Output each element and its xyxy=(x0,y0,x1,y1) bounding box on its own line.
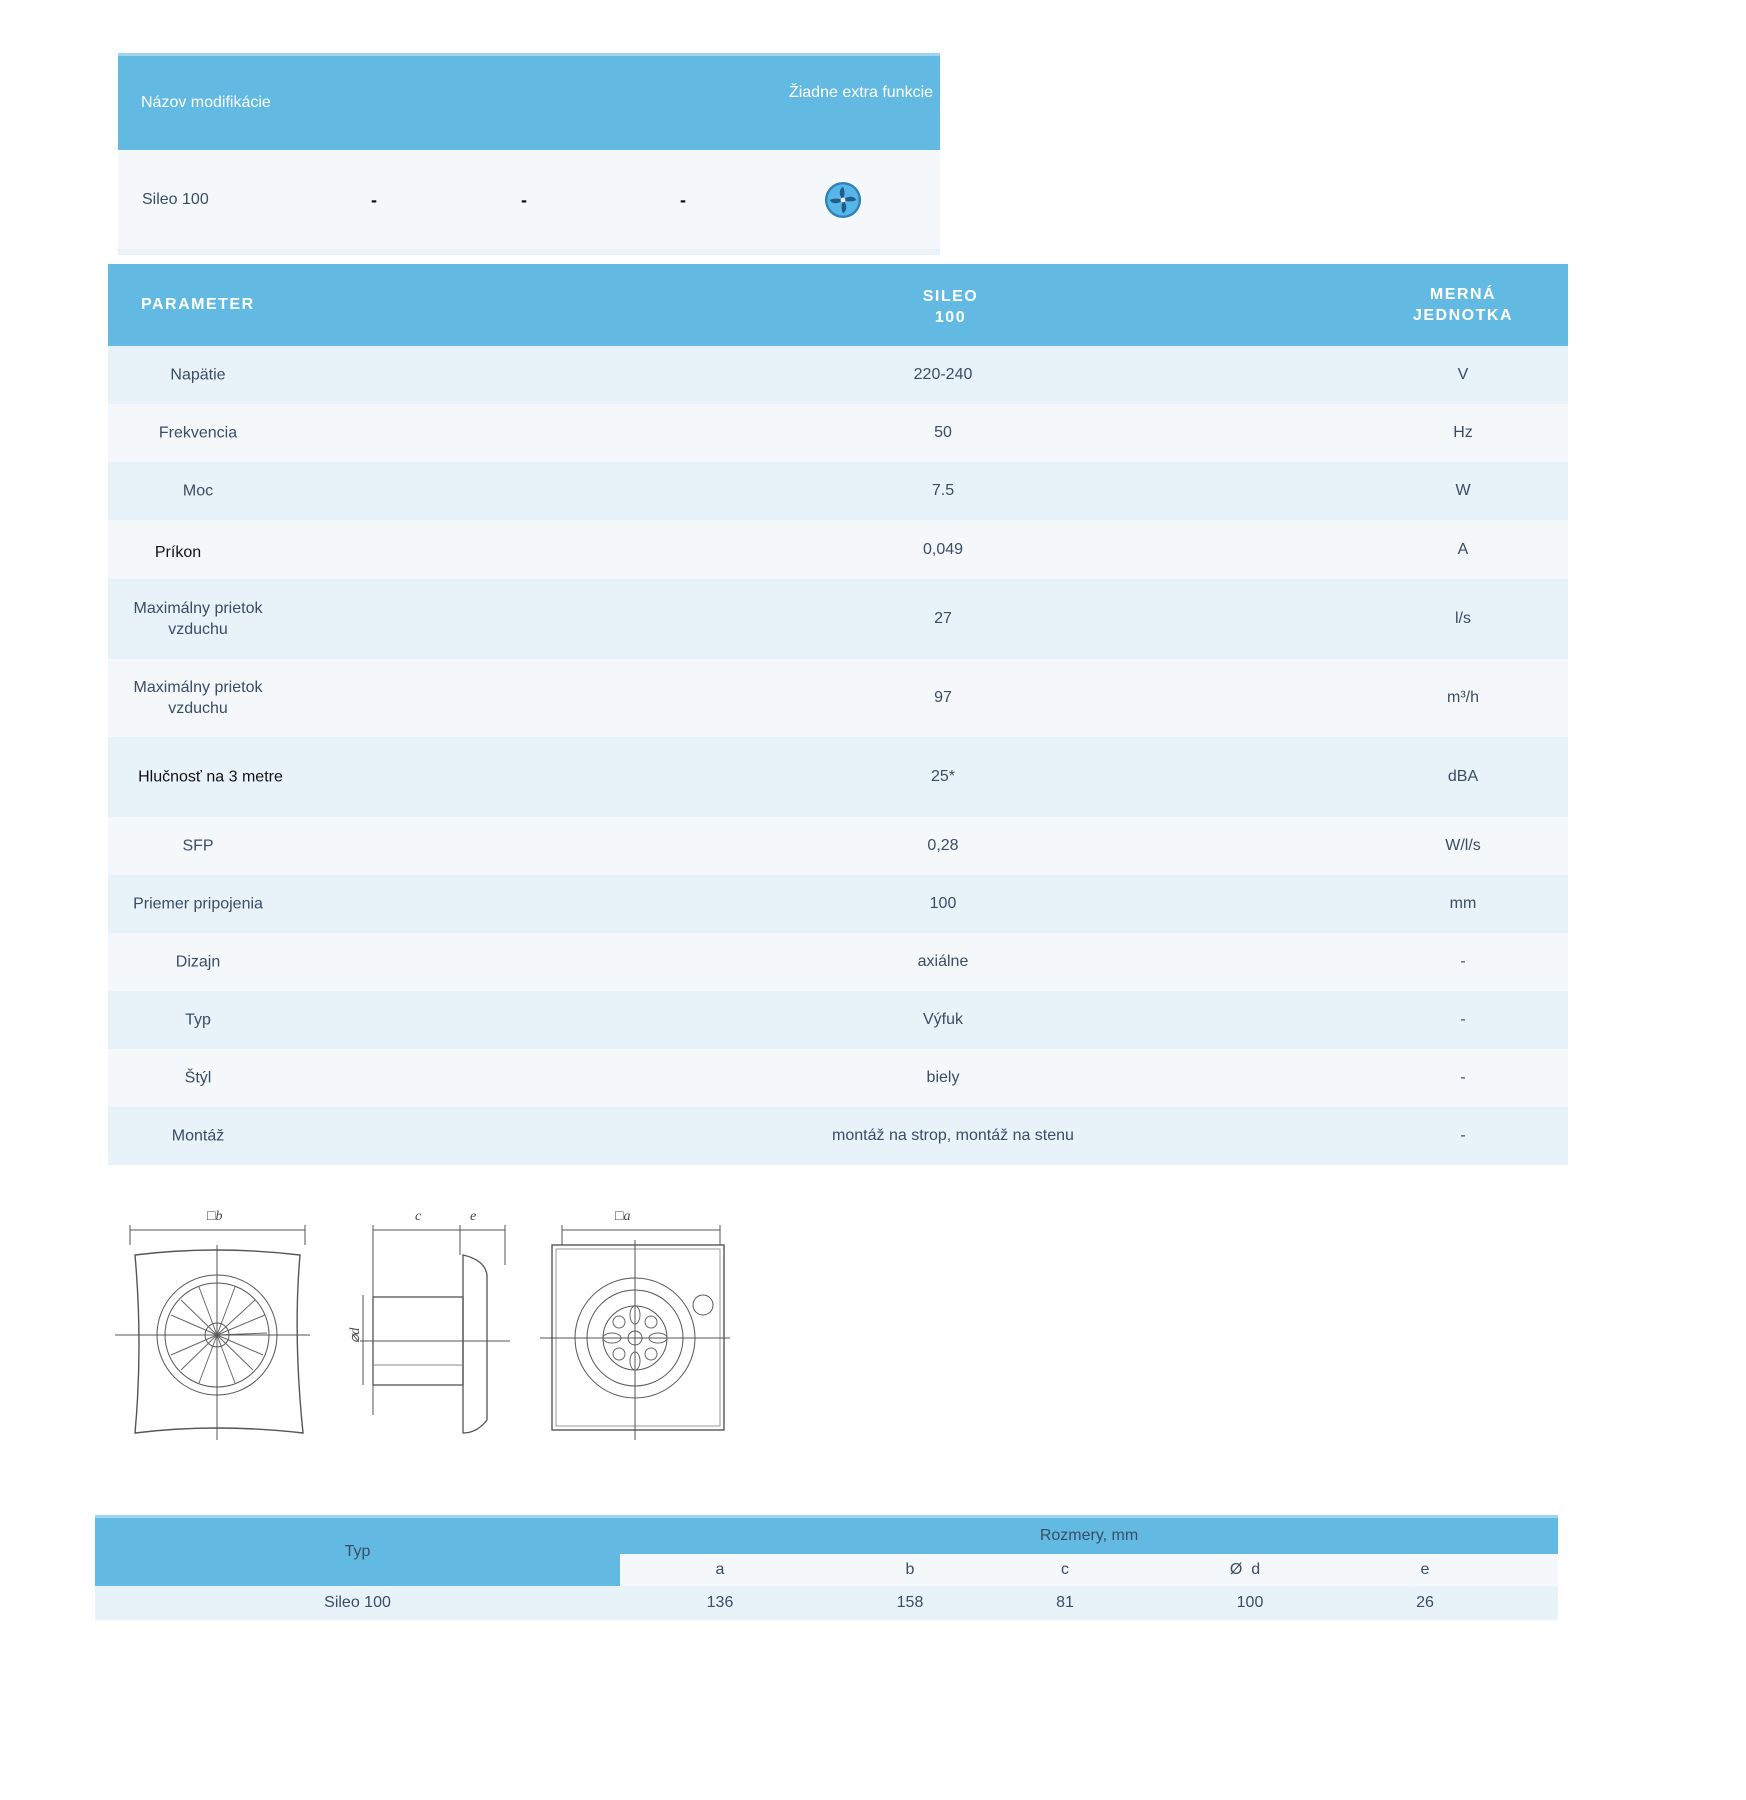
modification-table xyxy=(118,53,940,255)
dimension-value-a: 136 xyxy=(706,1594,734,1611)
parameter-table xyxy=(108,264,1568,1165)
parameter-value: 50 xyxy=(934,424,952,441)
parameter-row xyxy=(108,404,1568,462)
feature-dash: - xyxy=(371,190,377,210)
parameter-value: 0,049 xyxy=(922,540,964,558)
parameter-unit: - xyxy=(1460,1069,1466,1086)
fan-icon xyxy=(824,181,862,219)
parameter-name: Napätie xyxy=(170,366,226,384)
dimension-value-b: 158 xyxy=(896,1594,924,1611)
modification-table-header xyxy=(118,53,940,150)
parameter-row xyxy=(108,1049,1568,1107)
unit-header-line: MERNÁ xyxy=(1429,286,1497,303)
parameter-name: Štýl xyxy=(184,1069,212,1087)
parameter-name: Hlučnosť na 3 metre xyxy=(138,768,283,786)
unit-header-line: JEDNOTKA xyxy=(1412,307,1513,324)
dimension-column-e: e xyxy=(1420,1561,1430,1578)
model-header-line: SILEO xyxy=(922,288,979,305)
dimension-value-e: 26 xyxy=(1416,1594,1434,1611)
dimension-value-c: 81 xyxy=(1056,1594,1074,1611)
front-dimension-label: □b xyxy=(207,1209,223,1224)
parameter-row xyxy=(108,462,1568,520)
parameter-name: Príkon xyxy=(154,544,202,561)
parameter-unit: l/s xyxy=(1455,610,1471,627)
dimension-column-d: Ø d xyxy=(1229,1561,1261,1578)
dimensions-row xyxy=(95,1586,1558,1620)
parameter-value: montáž na strop, montáž na stenu xyxy=(832,1127,1074,1144)
parameter-row xyxy=(108,991,1568,1049)
parameter-name: Moc xyxy=(182,482,214,500)
model-column-header xyxy=(838,286,1063,328)
parameter-value: 220-240 xyxy=(913,366,973,383)
parameter-unit: m³/h xyxy=(1447,689,1479,706)
parameter-name: Maximálny prietok vzduchu xyxy=(133,679,263,717)
side-dimension-label-d: ⌀d xyxy=(348,1327,363,1343)
parameter-unit: W xyxy=(1455,482,1471,499)
modification-row xyxy=(118,150,940,255)
dimension-value-d: 100 xyxy=(1236,1594,1264,1611)
parameter-value: biely xyxy=(926,1069,960,1086)
parameter-unit: dBA xyxy=(1447,768,1479,785)
parameter-row xyxy=(108,579,1568,659)
back-dimension-label: □a xyxy=(615,1209,631,1224)
parameter-row xyxy=(108,817,1568,875)
parameter-unit: A xyxy=(1457,540,1469,558)
parameter-value: axiálne xyxy=(917,953,969,970)
feature-dash: - xyxy=(680,190,686,210)
parameter-name: Frekvencia xyxy=(158,424,238,442)
parameter-unit: - xyxy=(1460,1127,1466,1144)
parameter-unit: V xyxy=(1457,366,1469,383)
side-dimension-label-c: c xyxy=(415,1209,422,1224)
dimensions-header: Rozmery, mm xyxy=(620,1518,1558,1554)
unit-column-header xyxy=(1378,284,1548,326)
dimension-column-c: c xyxy=(1061,1561,1069,1578)
parameter-row xyxy=(108,875,1568,933)
parameter-value: 100 xyxy=(929,895,957,912)
dimension-column-b: b xyxy=(905,1561,915,1578)
parameter-table-header xyxy=(108,264,1568,346)
parameter-value: 27 xyxy=(934,610,952,627)
parameter-unit: - xyxy=(1460,953,1466,970)
parameter-name: Typ xyxy=(185,1011,211,1029)
no-extra-features-header: Žiadne extra funkcie xyxy=(788,84,934,101)
parameter-unit: W/l/s xyxy=(1445,837,1481,854)
parameter-unit: Hz xyxy=(1453,424,1473,441)
parameter-value: 97 xyxy=(934,689,952,706)
parameter-unit: - xyxy=(1460,1011,1466,1028)
parameter-name: Priemer pripojenia xyxy=(133,895,263,913)
parameter-rows xyxy=(108,346,1568,1165)
side-dimension-label-e: e xyxy=(470,1209,477,1224)
dimension-subheaders xyxy=(620,1554,1558,1586)
parameter-row xyxy=(108,737,1568,817)
parameter-unit: mm xyxy=(1449,895,1477,912)
parameter-row xyxy=(108,1107,1568,1165)
parameter-value: Výfuk xyxy=(922,1011,963,1028)
typ-column-header: Typ xyxy=(95,1518,620,1586)
modification-model-name: Sileo 100 xyxy=(142,191,209,208)
parameter-name: Maximálny prietok vzduchu xyxy=(133,600,263,638)
parameter-row xyxy=(108,659,1568,737)
side-view-drawing xyxy=(348,1209,510,1433)
parameter-name: Montáž xyxy=(171,1127,225,1145)
dimensions-table xyxy=(95,1515,1558,1620)
parameter-row xyxy=(108,520,1568,579)
dimensions-model-name: Sileo 100 xyxy=(324,1594,391,1611)
modification-name-header: Názov modifikácie xyxy=(141,94,271,111)
dimension-column-a: a xyxy=(715,1561,725,1578)
parameter-name: SFP xyxy=(182,837,214,855)
parameter-value: 7.5 xyxy=(931,482,955,499)
parameter-row xyxy=(108,346,1568,404)
dimension-drawings xyxy=(115,1205,740,1445)
front-view-drawing xyxy=(115,1209,310,1440)
parameter-column-header: PARAMETER xyxy=(141,296,255,313)
model-header-line: 100 xyxy=(934,309,967,326)
parameter-value: 25* xyxy=(930,768,956,785)
back-view-drawing xyxy=(540,1209,730,1440)
parameter-name: Dizajn xyxy=(175,953,221,971)
parameter-value: 0,28 xyxy=(927,837,959,854)
feature-dash: - xyxy=(521,190,527,210)
parameter-row xyxy=(108,933,1568,991)
